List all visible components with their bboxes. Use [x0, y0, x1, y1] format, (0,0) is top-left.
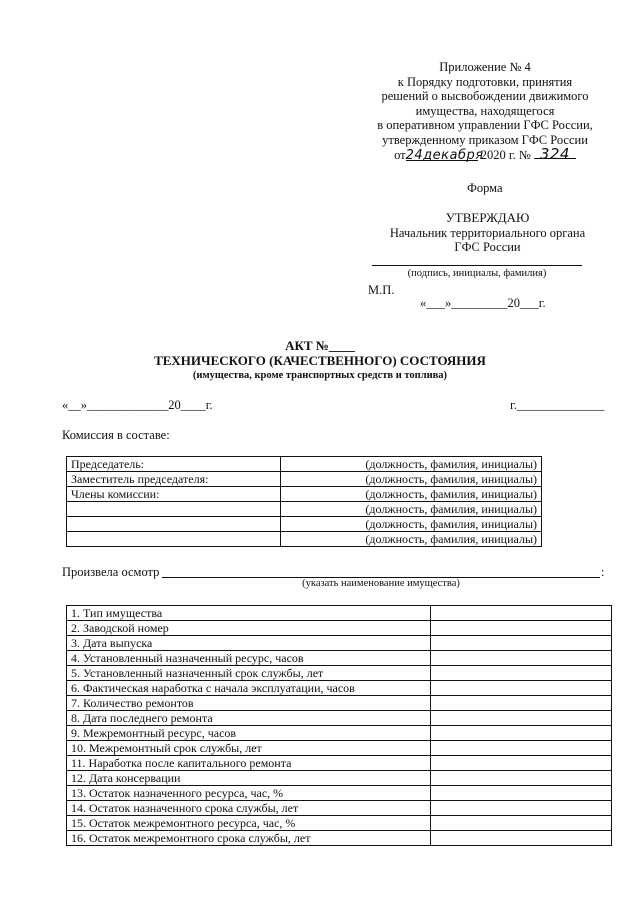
- act-place: г.______________: [510, 398, 605, 412]
- parameter-value: [431, 696, 612, 711]
- parameter-value: [431, 771, 612, 786]
- parameter-label: 11. Наработка после капитального ремонта: [67, 756, 431, 771]
- act-heading: ТЕХНИЧЕСКОГО (КАЧЕСТВЕННОГО) СОСТОЯНИЯ: [154, 353, 486, 368]
- parameter-label: 14. Остаток назначенного срока службы, лет: [67, 801, 431, 816]
- act-date: «__»_____________20____г.: [62, 398, 213, 412]
- table-row: [67, 771, 612, 786]
- signature-caption: (подпись, инициалы, фамилия): [407, 268, 547, 279]
- table-row: [67, 801, 612, 816]
- commission-role: Председатель:: [67, 457, 281, 472]
- table-row: [67, 831, 612, 846]
- parameter-value: [431, 786, 612, 801]
- parameter-value: [431, 756, 612, 771]
- parameter-label: 4. Установленный назначенный ресурс, часов: [67, 651, 431, 666]
- parameters-table: [66, 605, 612, 846]
- commission-value: (должность, фамилия, инициалы): [281, 517, 542, 532]
- parameter-label: 1. Тип имущества: [67, 606, 431, 621]
- act-title: [0, 338, 640, 368]
- inspection-caption: (указать наименование имущества): [302, 578, 460, 589]
- parameter-label: 13. Остаток назначенного ресурса, час, %: [67, 786, 431, 801]
- parameter-value: [431, 621, 612, 636]
- appendix-line: утвержденному приказом ГФС России: [382, 132, 588, 147]
- parameter-label: 7. Количество ремонтов: [67, 696, 431, 711]
- table-row: [67, 472, 542, 487]
- order-number-handwritten: 324: [534, 147, 576, 159]
- commission-value: (должность, фамилия, инициалы): [281, 487, 542, 502]
- commission-value: (должность, фамилия, инициалы): [281, 472, 542, 487]
- form-label: Форма: [467, 181, 503, 195]
- inspection-end-mark: :: [601, 565, 605, 579]
- parameter-value: [431, 681, 612, 696]
- table-row: [67, 816, 612, 831]
- act-subtitle: (имущества, кроме транспортных средств и топлива): [192, 370, 448, 381]
- appendix-line: имущества, находящегося: [415, 103, 555, 118]
- table-row: [67, 606, 612, 621]
- parameter-value: [431, 636, 612, 651]
- parameter-label: 12. Дата консервации: [67, 771, 431, 786]
- table-row: [67, 532, 542, 547]
- table-row: [67, 487, 542, 502]
- parameter-value: [431, 651, 612, 666]
- order-date-line: [350, 147, 620, 163]
- commission-table: [66, 456, 542, 547]
- parameter-label: 2. Заводской номер: [67, 621, 431, 636]
- parameter-label: 6. Фактическая наработка с начала эксплуатации, часов: [67, 681, 431, 696]
- seal-label: М.П.: [368, 283, 395, 297]
- inspection-label: Произвела осмотр: [62, 565, 160, 579]
- approve-date: «___»_________20___г.: [420, 296, 546, 310]
- parameter-label: 5. Установленный назначенный срок службы, лет: [67, 666, 431, 681]
- commission-role: Члены комиссии:: [67, 487, 281, 502]
- parameter-value: [431, 831, 612, 846]
- table-row: [67, 711, 612, 726]
- commission-value: (должность, фамилия, инициалы): [281, 502, 542, 517]
- parameter-value: [431, 666, 612, 681]
- commission-role: [67, 502, 281, 517]
- parameter-value: [431, 711, 612, 726]
- parameter-value: [431, 726, 612, 741]
- table-row: [67, 696, 612, 711]
- parameter-value: [431, 606, 612, 621]
- commission-role: [67, 517, 281, 532]
- appendix-line: в оперативном управлении ГФС России,: [377, 118, 593, 132]
- commission-label: Комиссия в составе:: [62, 428, 170, 442]
- appendix-line: решений о высвобождении движимого: [381, 89, 589, 103]
- table-row: [67, 726, 612, 741]
- act-number: АКТ №____: [285, 338, 355, 353]
- appendix-block: [350, 60, 620, 163]
- table-row: [67, 756, 612, 771]
- appendix-line: Приложение № 4: [439, 60, 531, 74]
- signature-line: [372, 265, 582, 266]
- parameter-label: 8. Дата последнего ремонта: [67, 711, 431, 726]
- commission-value: (должность, фамилия, инициалы): [281, 532, 542, 547]
- parameter-label: 3. Дата выпуска: [67, 636, 431, 651]
- commission-role: [67, 532, 281, 547]
- parameter-label: 15. Остаток межремонтного ресурса, час, %: [67, 816, 431, 831]
- table-row: [67, 502, 542, 517]
- parameter-value: [431, 801, 612, 816]
- approve-line2: ГФС России: [454, 240, 521, 254]
- table-row: [67, 517, 542, 532]
- table-row: [67, 786, 612, 801]
- commission-role: Заместитель председателя:: [67, 472, 281, 487]
- approve-line1: Начальник территориального органа: [389, 225, 586, 240]
- parameter-label: 10. Межремонтный срок службы, лет: [67, 741, 431, 756]
- commission-value: (должность, фамилия, инициалы): [281, 457, 542, 472]
- table-row: [67, 666, 612, 681]
- table-row: [67, 681, 612, 696]
- table-row: [67, 651, 612, 666]
- table-row: [67, 741, 612, 756]
- parameter-label: 9. Межремонтный ресурс, часов: [67, 726, 431, 741]
- appendix-line: к Порядку подготовки, принятия: [397, 74, 573, 89]
- table-row: [67, 457, 542, 472]
- approve-block: [360, 211, 615, 255]
- order-prefix: от: [394, 148, 406, 162]
- approve-title: УТВЕРЖДАЮ: [445, 210, 530, 225]
- parameter-value: [431, 741, 612, 756]
- table-row: [67, 621, 612, 636]
- order-date-handwritten: 24декабря: [405, 148, 484, 163]
- order-year: 2020 г. №: [480, 148, 531, 162]
- parameter-value: [431, 816, 612, 831]
- table-row: [67, 636, 612, 651]
- parameter-label: 16. Остаток межремонтного срока службы, лет: [67, 831, 431, 846]
